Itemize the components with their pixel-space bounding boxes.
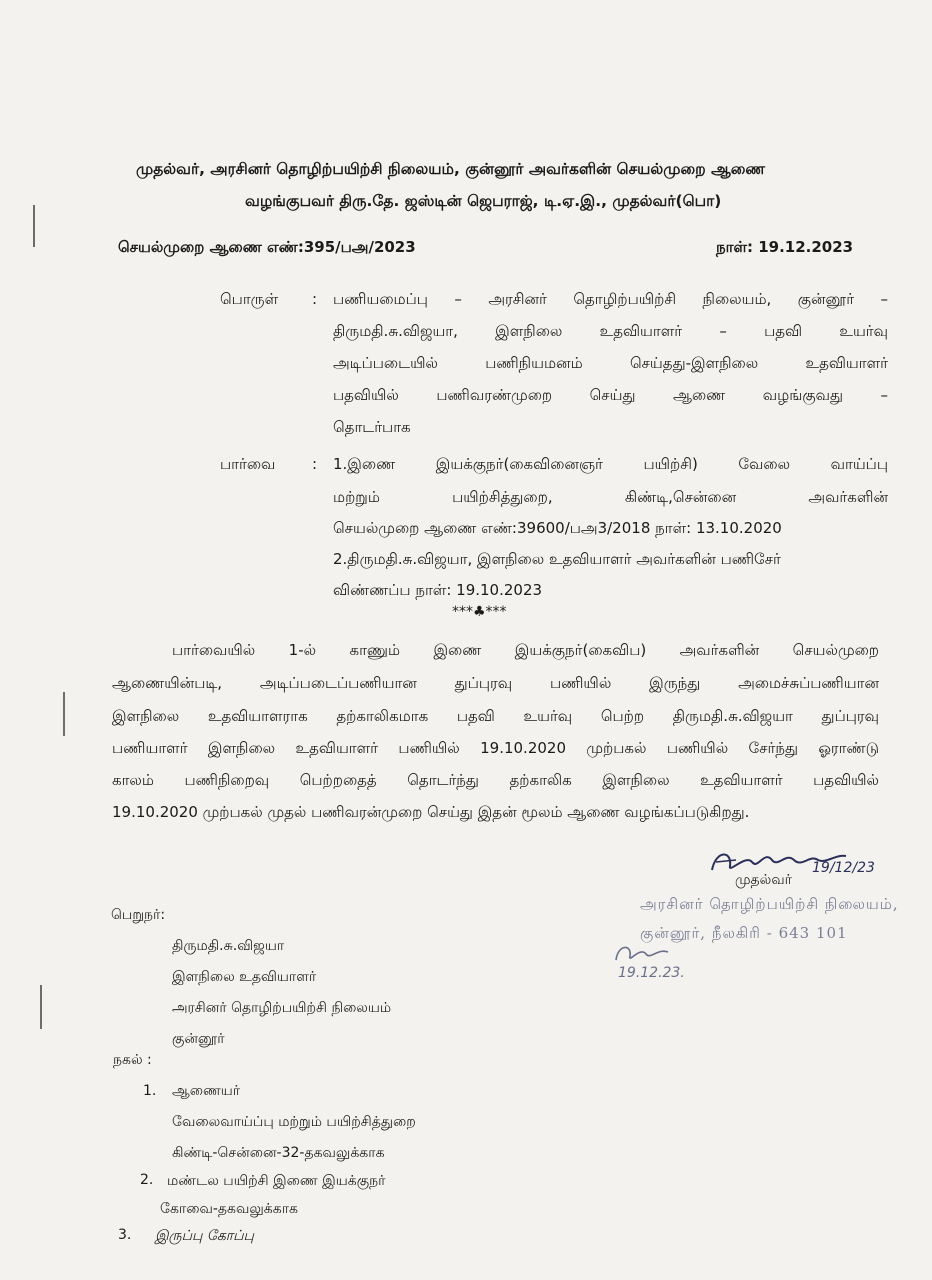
body-line: பார்வையில் 1-ல் காணும் இணை இயக்குநர்(கைவிப) அவர்களின் செயல்முறை [172,641,879,659]
signature-date-note: 19/12/23 [812,860,875,876]
order-date: நாள்: 19.12.2023 [716,238,854,256]
document-header-line-1: முதல்வர், அரசினர் தொழிற்பயிற்சி நிலையம், குன்னூர் அவர்களின் செயல்முறை ஆணை [136,160,766,178]
reference-line: 2.திருமதி.சு.விஜயா, இளநிலை உதவியாளர் அவர்களின் பணிசேர் [333,550,781,568]
received-initials-scribble [610,938,680,968]
reference-line: 1.இணை இயக்குநர்(கைவினைஞர் பயிற்சி) வேலை வாய்ப்பு [333,455,888,473]
recipient-line: இளநிலை உதவியாளர் [172,969,317,985]
document-header-line-2: வழங்குபவர் திரு.தே. ஜஸ்டின் ஜெபராஜ், டி.ஏ.இ., முதல்வர்(பொ) [245,192,722,210]
subject-line: அடிப்படையில் பணிநியமனம் செய்தது-இளநிலை உதவியாளர் [333,354,888,372]
copy-item-line: வேலைவாய்ப்பு மற்றும் பயிற்சித்துறை [172,1114,416,1130]
body-line: இளநிலை உதவியாளராக தற்காலிகமாக பதவி உயர்வு பெற்ற திருமதி.சு.விஜயா துப்புரவு [112,707,879,725]
office-stamp-line-2: குன்னூர், நீலகிரி - 643 101 [640,924,848,942]
subject-line: பணியமைப்பு – அரசினர் தொழிற்பயிற்சி நிலையம், குன்னூர் – [333,290,888,308]
copy-item-line: கோவை-தகவலுக்காக [160,1201,298,1217]
scan-mark [40,985,42,1029]
subject-colon: : [312,290,318,308]
subject-label: பொருள் [220,290,279,308]
copy-item-number: 3. [118,1227,132,1243]
recipient-line: திருமதி.சு.விஜயா [172,938,285,954]
body-line: காலம் பணிநிறைவு பெற்றதைத் தொடர்ந்து தற்காலிக இளநிலை உதவியாளர் பதவியில் [112,771,879,789]
body-line: ஆணையின்படி, அடிப்படைப்பணியான துப்புரவு பணியில் இருந்து அமைச்சுப்பணியான [112,674,879,692]
scan-mark [33,205,35,247]
reference-colon: : [312,455,318,473]
recipient-label: பெறுநர்: [111,907,166,923]
reference-line: மற்றும் பயிற்சித்துறை, கிண்டி,சென்னை அவர்களின் [333,488,888,506]
copy-item-line: இருப்பு கோப்பு [155,1228,254,1244]
section-separator: ***♣*** [452,604,507,620]
subject-line: திருமதி.சு.விஜயா, இளநிலை உதவியாளர் – பதவி உயர்வு [333,322,888,340]
body-line: பணியாளர் இளநிலை உதவியாளர் பணியில் 19.10.2020 முற்பகல் பணியில் சேர்ந்து ஓராண்டு [112,739,879,757]
office-stamp-line-1: அரசினர் தொழிற்பயிற்சி நிலையம், [640,895,899,913]
copy-item-line: மண்டல பயிற்சி இணை இயக்குநர் [167,1173,386,1189]
copy-item-line: ஆணையர் [172,1083,241,1099]
order-number: செயல்முறை ஆணை எண்:395/பஅ/2023 [118,238,416,256]
subject-line: பதவியில் பணிவரண்முறை செய்து ஆணை வழங்குவது – [333,386,888,404]
recipient-line: குன்னூர் [172,1031,225,1047]
scan-mark [63,692,65,736]
copy-item-number: 2. [140,1172,154,1188]
recipient-line: அரசினர் தொழிற்பயிற்சி நிலையம் [172,1000,392,1016]
copy-item-number: 1. [143,1083,157,1099]
reference-label: பார்வை [220,455,276,473]
subject-line: தொடர்பாக [333,418,411,436]
reference-line: விண்ணப்ப நாள்: 19.10.2023 [333,581,543,599]
copy-label: நகல் : [113,1052,152,1068]
copy-item-line: கிண்டி-சென்னை-32-தகவலுக்காக [172,1145,385,1161]
signatory-title: முதல்வர் [735,872,792,888]
body-line: 19.10.2020 முற்பகல் முதல் பணிவரன்முறை செய்து இதன் மூலம் ஆணை வழங்கப்படுகிறது. [112,803,750,821]
reference-line: செயல்முறை ஆணை எண்:39600/பஅ3/2018 நாள்: 13.10.2020 [333,519,782,537]
received-date-note: 19.12.23. [618,965,685,981]
